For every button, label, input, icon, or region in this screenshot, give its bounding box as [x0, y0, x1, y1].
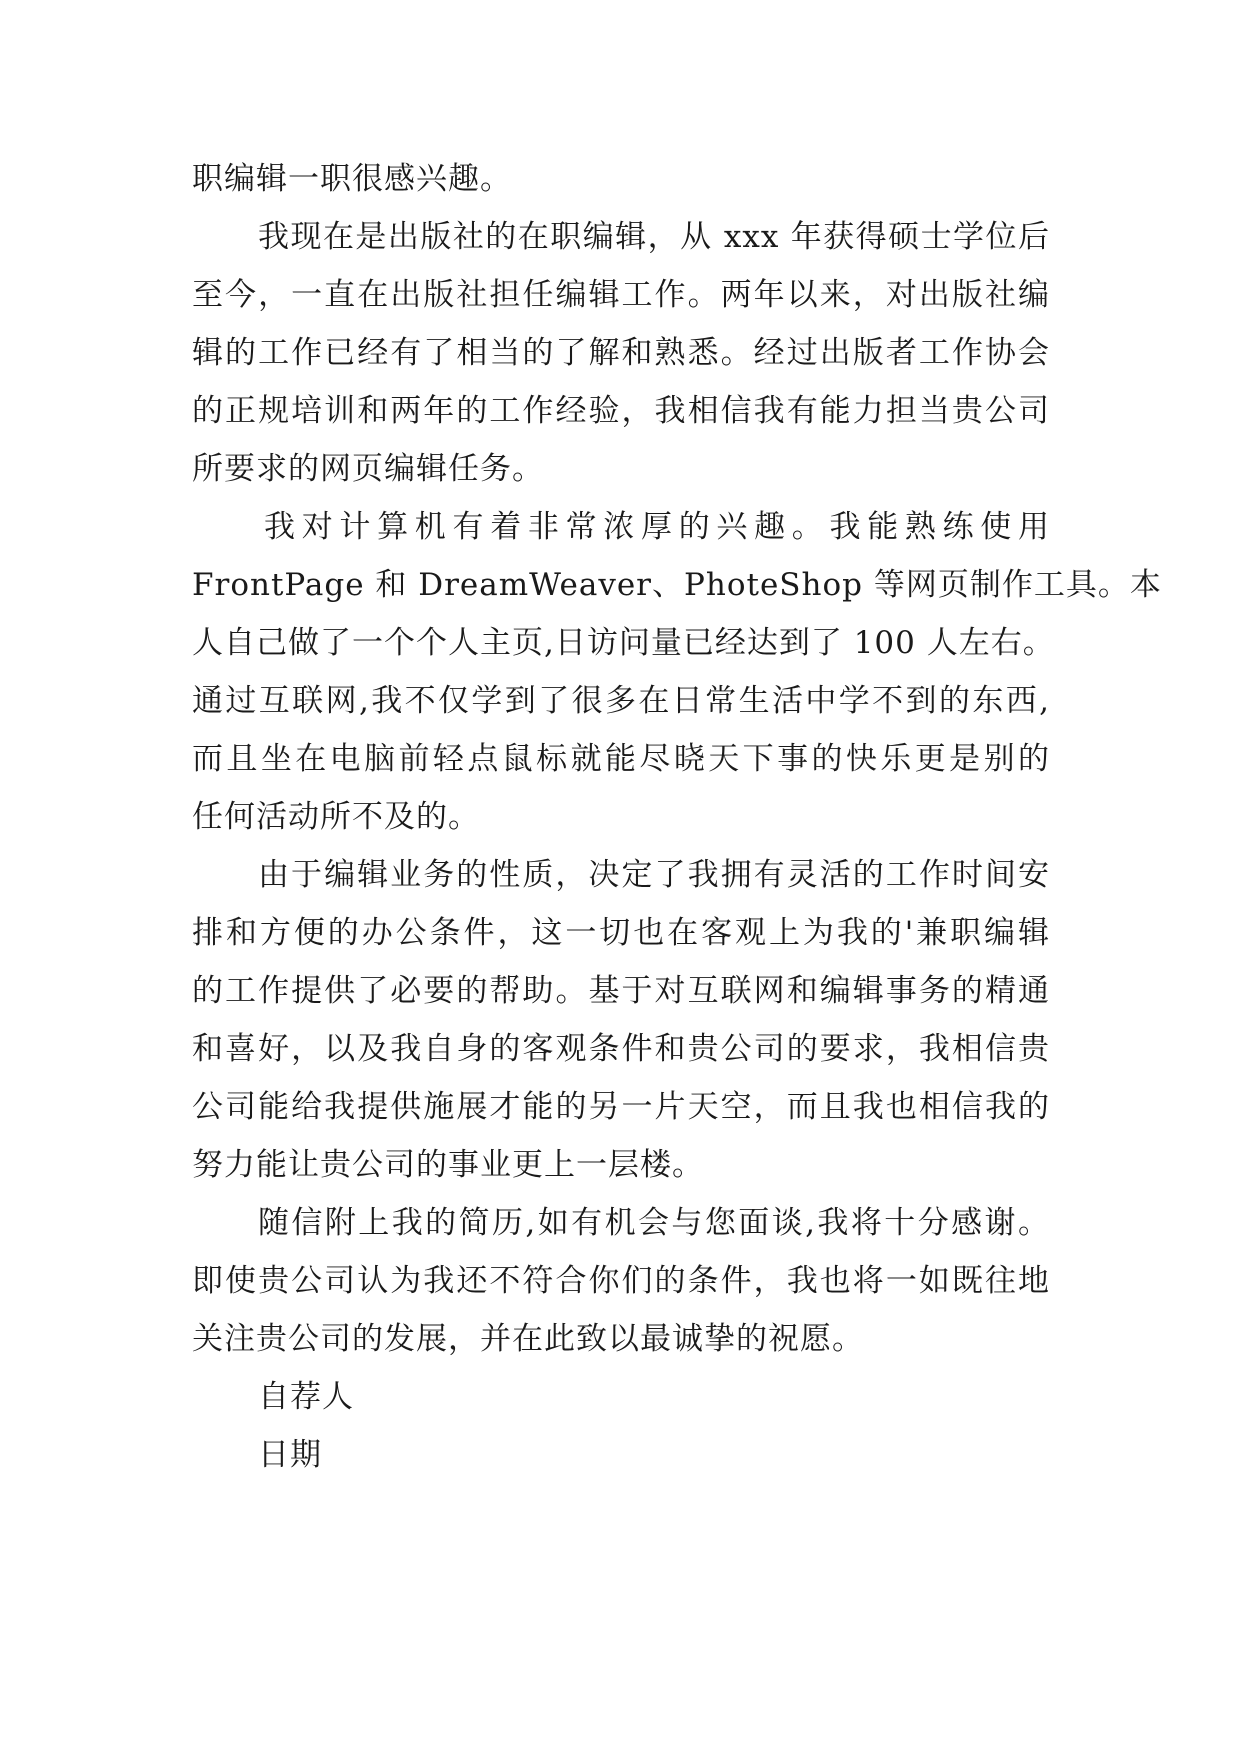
paragraph-line: 由于编辑业务的性质，决定了我拥有灵活的工作时间安: [258, 857, 1050, 893]
paragraph-line: 的工作提供了必要的帮助。基于对互联网和编辑事务的精通: [192, 973, 1050, 1009]
paragraph-line: 随信附上我的简历,如有机会与您面谈,我将十分感谢。: [258, 1205, 1050, 1241]
paragraph-line: 人自己做了一个个人主页,日访问量已经达到了 100 人左右。: [192, 625, 1055, 661]
paragraph-line: 排和方便的办公条件，这一切也在客观上为我的'兼职编辑: [192, 915, 1050, 951]
paragraph-line: 的正规培训和两年的工作经验，我相信我有能力担当贵公司: [192, 393, 1050, 429]
recommender-label: 自荐人: [258, 1379, 354, 1415]
paragraph-line: 努力能让贵公司的事业更上一层楼。: [192, 1147, 704, 1183]
paragraph-line: 我现在是出版社的在职编辑，从 xxx 年获得硕士学位后: [258, 219, 1050, 255]
paragraph-line: 和喜好，以及我自身的客观条件和贵公司的要求，我相信贵: [192, 1031, 1050, 1067]
paragraph-line: 而且坐在电脑前轻点鼠标就能尽晓天下事的快乐更是别的: [192, 741, 1050, 777]
date-label: 日期: [258, 1437, 322, 1473]
paragraph-line: 至今，一直在出版社担任编辑工作。两年以来，对出版社编: [192, 277, 1050, 313]
paragraph-line: 所要求的网页编辑任务。: [192, 451, 544, 487]
paragraph-line: 任何活动所不及的。: [192, 799, 480, 835]
paragraph-line: 辑的工作已经有了相当的了解和熟悉。经过出版者工作协会: [192, 335, 1050, 371]
paragraph-line: 我对计算机有着非常浓厚的兴趣。我能熟练使用: [264, 509, 1050, 545]
paragraph-line: 职编辑一职很感兴趣。: [192, 161, 512, 197]
paragraph-line: 关注贵公司的发展，并在此致以最诚挚的祝愿。: [192, 1321, 864, 1357]
paragraph-line: FrontPage 和 DreamWeaver、PhoteShop 等网页制作工具。本: [192, 567, 1162, 603]
paragraph-line: 即使贵公司认为我还不符合你们的条件，我也将一如既往地: [192, 1263, 1050, 1299]
paragraph-line: 公司能给我提供施展才能的另一片天空，而且我也相信我的: [192, 1089, 1050, 1125]
paragraph-line: 通过互联网,我不仅学到了很多在日常生活中学不到的东西,: [192, 683, 1050, 719]
letter-body: [192, 150, 1162, 1484]
